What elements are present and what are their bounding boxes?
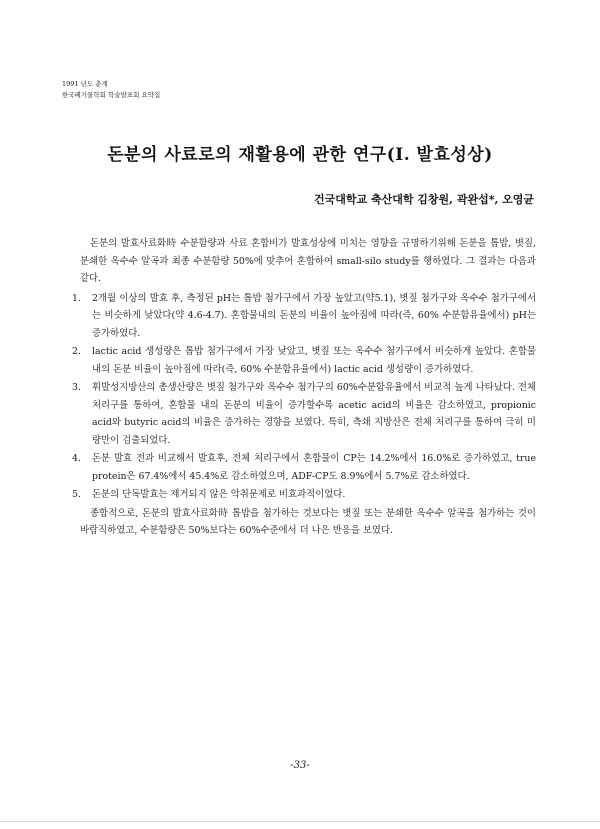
result-item-number: 3. [72,382,81,393]
result-item-5 [72,486,536,504]
proceedings-header [62,79,160,101]
result-item-text: 휘발성지방산의 총생산량은 볏짚 첨가구와 옥수수 첨가구의 60%수분함유율에서 비교적 높게 나타났다. 전체 처리구를 통하여, 혼합물 내의 돈분의 비율이 증가할수록 acetic acid의 비율은 감소하였고, propionic acid와 butyric acid의 비율은 증가하는 경향을 보였다. 특히, 측쇄 지방산은 전체 처리구를 통하여 극히 미량만이 검출되었다. [92,382,536,446]
abstract-body [72,235,536,540]
result-item-number: 2. [72,346,81,357]
scan-edge-divider [0,821,600,822]
intro-paragraph: 돈분의 발효사료화時 수분함량과 사료 혼합비가 발효성상에 미치는 영향을 규명하기위해 돈분을 톱밥, 볏짚, 분쇄한 옥수수 알곡과 최종 수분함량 50%에 맞추어 혼합하여 small-silo study를 행하였다. 그 결과는 다음과 같다. [80,238,536,284]
proceedings-year: 1991 년도 춘계 [62,80,108,88]
result-item-number: 5. [72,489,81,500]
author-affiliation: 건국대학교 축산대학 김창원, 곽완섭*, 오영균 [314,193,534,206]
result-item-4 [72,450,536,485]
result-item-1 [72,290,536,343]
result-item-text: 돈분 발효 전과 비교해서 발효후, 전체 처리구에서 혼합물이 CP는 14.2%에서 16.0%로 증가하였고, true protein은 67.4%에서 45.4%로 감소하였으며, ADF-CP도 8.9%에서 5.7%로 감소하였다. [92,453,536,482]
result-item-2 [72,343,536,378]
result-item-text: lactic acid 생성량은 톱밥 첨가구에서 가장 낮았고, 볏짚 또는 옥수수 첨가구에서 비슷하게 높았다. 혼합물 내의 돈분 비율이 높아짐에 따라(즉, 60% 수분함유율에서) lactic acid 생성량이 증가하였다. [92,346,536,375]
paper-title: 돈분의 사료로의 재활용에 관한 연구(Ⅰ. 발효성상) [107,145,493,165]
result-item-number: 4. [72,453,81,464]
result-item-text: 돈분의 단독발효는 제거되지 않은 악취문제로 비효과적이었다. [92,489,346,500]
result-item-3 [72,379,536,449]
page-number: -33- [290,760,310,771]
proceedings-name: 한국폐기물학회 학술발표회 요약집 [62,91,161,99]
result-item-text: 2개월 이상의 발효 후, 측정된 pH는 톱밥 첨가구에서 가장 높았고(약5.1), 볏짚 첨가구와 옥수수 첨가구에서는 비슷하게 낮았다(약 4.6-4.7). 혼합물내의 돈분의 비율이 높아짐에 따라(즉, 60% 수분함유율에서) pH는 증가하였다. [92,292,536,339]
conclusion-paragraph: 종합적으로, 돈분의 발효사료화時 톱밥을 첨가하는 것보다는 볏짚 또는 분쇄한 옥수수 알곡을 첨가하는 것이 바람직하였고, 수분함량은 50%보다는 60%수준에서 더 나은 반응을 보였다. [80,507,536,536]
result-item-number: 1. [72,292,81,304]
